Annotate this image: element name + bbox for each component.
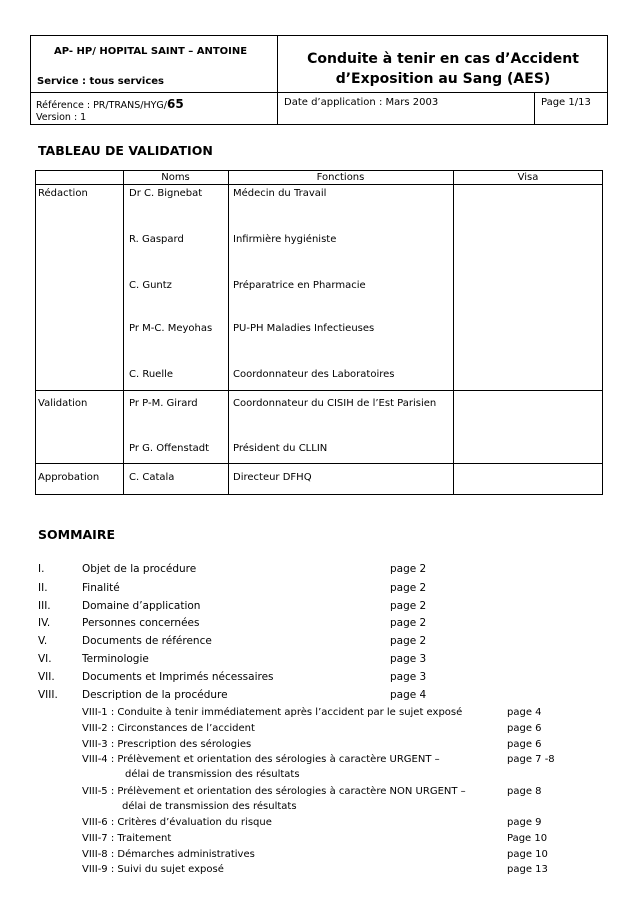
- table-border: [123, 170, 124, 495]
- sommaire-num: II.: [38, 582, 48, 594]
- sommaire-label: Domaine d’application: [82, 600, 201, 612]
- service-label: Service : tous services: [37, 76, 165, 87]
- sommaire-num: IV.: [38, 617, 51, 629]
- subitem-page: page 9: [507, 817, 542, 828]
- reference-number: 65: [166, 97, 184, 111]
- subitem-label-cont: délai de transmission des résultats: [125, 769, 300, 780]
- subitem-label: VIII-6 : Critères d’évaluation du risque: [82, 817, 272, 828]
- table-cell-fonction: Coordonnateur des Laboratoires: [233, 369, 395, 380]
- table-cell-fonction: Président du CLLIN: [233, 443, 328, 454]
- sommaire-num: VII.: [38, 671, 55, 683]
- sommaire-page: page 4: [390, 689, 427, 701]
- sommaire-label: Documents de référence: [82, 635, 212, 647]
- sommaire-label: Finalité: [82, 582, 120, 594]
- subitem-label: VIII-1 : Conduite à tenir immédiatement après l’accident par le sujet exposé: [82, 707, 463, 718]
- subitem-page: page 6: [507, 723, 542, 734]
- subitem-label: VIII-3 : Prescription des sérologies: [82, 739, 252, 750]
- table-border: [35, 170, 36, 495]
- date-application: Date d’application : Mars 2003: [284, 97, 439, 108]
- table-cell-nom: C. Catala: [129, 472, 175, 483]
- header-visa: Visa: [517, 172, 539, 183]
- table-border: [35, 494, 603, 495]
- document-header: [30, 35, 608, 125]
- group-label: Rédaction: [38, 188, 88, 199]
- table-border: [453, 170, 454, 495]
- sommaire-num: VI.: [38, 653, 52, 665]
- sommaire-title: SOMMAIRE: [38, 527, 115, 542]
- document-title-line2: d’Exposition au Sang (AES): [335, 71, 551, 87]
- table-border: [35, 170, 603, 171]
- page-number: Page 1/13: [541, 97, 591, 108]
- sommaire-num: I.: [38, 563, 45, 575]
- subitem-label: VIII-7 : Traitement: [82, 833, 172, 844]
- sommaire-num: III.: [38, 600, 51, 612]
- table-border: [602, 170, 603, 495]
- table-border: [35, 463, 603, 464]
- subitem-label: VIII-5 : Prélèvement et orientation des sérologies à caractère NON URGENT –: [82, 786, 466, 797]
- table-cell-fonction: Préparatrice en Pharmacie: [233, 280, 366, 291]
- table-border: [228, 170, 229, 495]
- table-cell-fonction: Infirmière hygiéniste: [233, 234, 337, 245]
- table-cell-nom: Pr P-M. Girard: [129, 398, 198, 409]
- table-cell-nom: Dr C. Bignebat: [129, 188, 203, 199]
- sommaire-label: Description de la procédure: [82, 689, 228, 701]
- table-cell-nom: R. Gaspard: [129, 234, 184, 245]
- subitem-label-cont: délai de transmission des résultats: [122, 801, 297, 812]
- table-border: [35, 390, 603, 391]
- table-cell-nom: Pr M-C. Meyohas: [129, 323, 213, 334]
- table-cell-fonction: PU-PH Maladies Infectieuses: [233, 323, 375, 334]
- sommaire-label: Documents et Imprimés nécessaires: [82, 671, 274, 683]
- subitem-label: VIII-8 : Démarches administratives: [82, 849, 255, 860]
- sommaire-page: page 2: [390, 617, 427, 629]
- table-cell-fonction: Coordonnateur du CISIH de l’Est Parisien: [233, 398, 437, 409]
- header-fonctions: Fonctions: [316, 172, 365, 183]
- subitem-label: VIII-9 : Suivi du sujet exposé: [82, 864, 224, 875]
- group-label: Approbation: [38, 472, 100, 483]
- table-cell-nom: C. Ruelle: [129, 369, 174, 380]
- sommaire-page: page 2: [390, 563, 427, 575]
- sommaire-page: page 3: [390, 671, 427, 683]
- sommaire-label: Personnes concernées: [82, 617, 200, 629]
- validation-table: [35, 170, 603, 495]
- sommaire-num: V.: [38, 635, 48, 647]
- validation-title: TABLEAU DE VALIDATION: [38, 143, 213, 158]
- header-divider: [31, 92, 607, 93]
- table-cell-nom: Pr G. Offenstadt: [129, 443, 210, 454]
- table-border: [35, 184, 603, 185]
- subitem-label: VIII-2 : Circonstances de l’accident: [82, 723, 255, 734]
- header-noms: Noms: [161, 172, 190, 183]
- sommaire-label: Terminologie: [82, 653, 149, 665]
- header-divider: [534, 92, 535, 124]
- organization-name: AP- HP/ HOPITAL SAINT – ANTOINE: [54, 46, 248, 57]
- subitem-page: page 4: [507, 707, 542, 718]
- reference: [36, 97, 184, 111]
- subitem-page: page 7 -8: [507, 754, 555, 765]
- sommaire-page: page 3: [390, 653, 427, 665]
- sommaire-label: Objet de la procédure: [82, 563, 197, 575]
- reference-label: Référence : PR/TRANS/HYG/: [36, 100, 167, 111]
- document-title-line1: Conduite à tenir en cas d’Accident: [307, 51, 579, 67]
- group-label: Validation: [38, 398, 88, 409]
- sommaire-page: page 2: [390, 582, 427, 594]
- table-cell-fonction: Directeur DFHQ: [233, 472, 312, 483]
- subitem-page: Page 10: [507, 833, 548, 844]
- sommaire-num: VIII.: [38, 689, 58, 701]
- subitem-page: page 8: [507, 786, 542, 797]
- table-cell-fonction: Médecin du Travail: [233, 188, 327, 199]
- version: Version : 1: [36, 112, 87, 123]
- subitem-page: page 6: [507, 739, 542, 750]
- subitem-label: VIII-4 : Prélèvement et orientation des sérologies à caractère URGENT –: [82, 754, 440, 765]
- subitem-page: page 13: [507, 864, 548, 875]
- table-cell-nom: C. Guntz: [129, 280, 172, 291]
- sommaire-page: page 2: [390, 635, 427, 647]
- subitem-page: page 10: [507, 849, 548, 860]
- sommaire-page: page 2: [390, 600, 427, 612]
